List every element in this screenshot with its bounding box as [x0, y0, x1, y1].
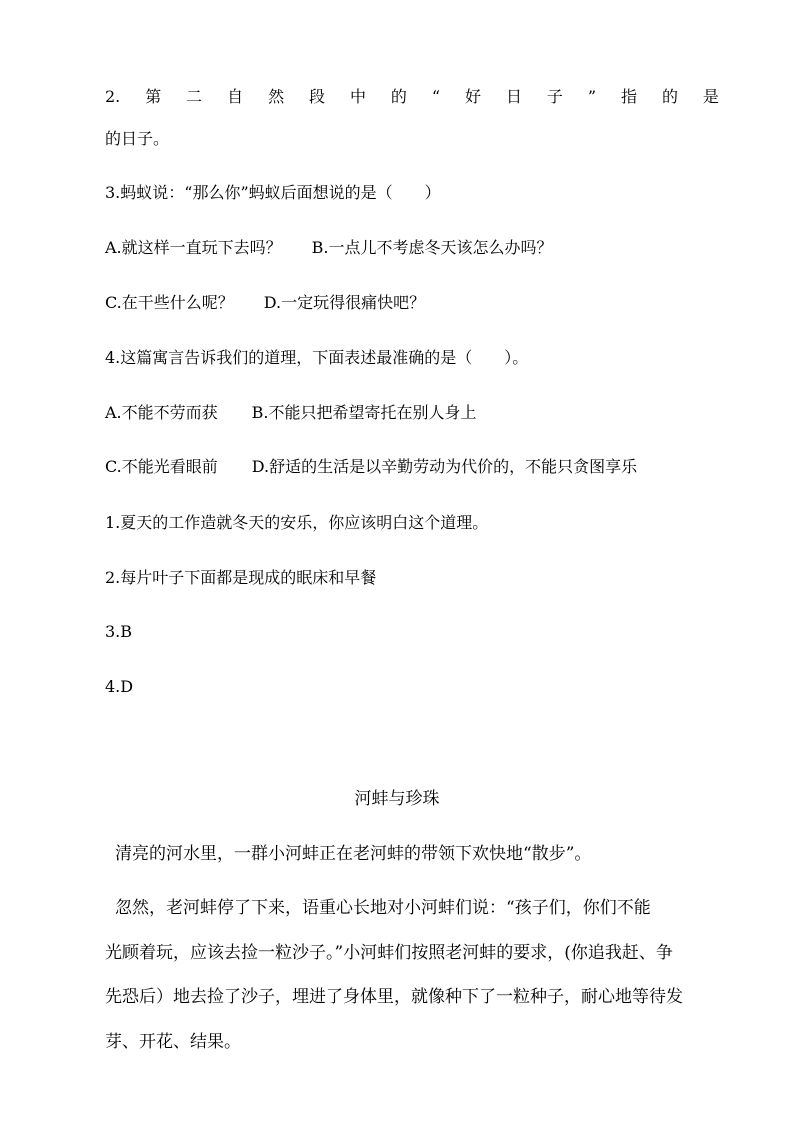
answer-2: 2.每片叶子下面都是现成的眠床和早餐 — [105, 568, 377, 587]
question-2 — [105, 86, 719, 108]
q2-char: 然 — [268, 87, 285, 106]
q2-char: 的 — [661, 87, 678, 106]
option-d: D.舒适的生活是以辛勤劳动为代价的，不能只贪图享乐 — [251, 457, 638, 476]
story-paragraph-2-line-3: 先恐后）地去捡了沙子，埋进了身体里，就像种下了一粒种子，耐心地等待发 — [105, 987, 683, 1007]
option-c: C.不能光看眼前 — [105, 457, 218, 476]
answer-1: 1.夏天的工作造就冬天的安乐，你应该明白这个道理。 — [105, 513, 489, 532]
q2-char: ” — [587, 87, 597, 106]
option-d: D.一定玩得很痛快吧？ — [263, 293, 426, 312]
answer-4: 4.D — [105, 677, 134, 696]
q2-char: 日 — [505, 87, 522, 106]
q2-char: “ — [431, 87, 441, 106]
option-a: A.不能不劳而获 — [105, 403, 218, 422]
answer-3: 3.B — [105, 622, 133, 641]
q2-char: 2. — [105, 87, 121, 106]
question-3-options-ab — [105, 237, 553, 259]
q2-char: 指 — [620, 87, 637, 106]
question-2-tail: 的日子。 — [105, 129, 170, 148]
story-paragraph-2-line-1: 忽然，老河蚌停了下来，语重心长地对小河蚌们说：“孩子们，你们不能 — [115, 898, 651, 918]
q2-char: 的 — [390, 87, 407, 106]
q2-char: 子 — [546, 87, 563, 106]
story-paragraph-2-line-4: 芽、开花、结果。 — [105, 1032, 241, 1052]
question-4-options-ab — [105, 402, 477, 424]
q2-char: 好 — [465, 87, 482, 106]
q2-char: 是 — [702, 87, 719, 106]
question-4-options-cd — [105, 456, 637, 478]
question-3: 3.蚂蚁说：“那么你”蚂蚁后面想说的是（ ） — [105, 183, 441, 202]
q2-char: 中 — [349, 87, 366, 106]
question-4: 4.这篇寓言告诉我们的道理，下面表述最准确的是（ ）。 — [105, 348, 529, 367]
story-title: 河蚌与珍珠 — [354, 789, 440, 809]
story-paragraph-1: 清亮的河水里，一群小河蚌正在老河蚌的带领下欢快地“散步”。 — [115, 844, 592, 864]
q2-char: 第 — [145, 87, 162, 106]
q2-char: 二 — [186, 87, 203, 106]
q2-char: 自 — [227, 87, 244, 106]
question-3-options-cd — [105, 292, 425, 314]
option-a: A.就这样一直玩下去吗？ — [105, 238, 282, 257]
story-paragraph-2-line-2: 光顾着玩，应该去捡一粒沙子。”小河蚌们按照老河蚌的要求，(你追我赶、争 — [105, 943, 673, 963]
option-b: B.不能只把希望寄托在别人身上 — [251, 403, 477, 422]
q2-char: 段 — [309, 87, 326, 106]
option-b: B.一点儿不考虑冬天该怎么办吗？ — [311, 238, 553, 257]
option-c: C.在干些什么呢？ — [105, 293, 234, 312]
